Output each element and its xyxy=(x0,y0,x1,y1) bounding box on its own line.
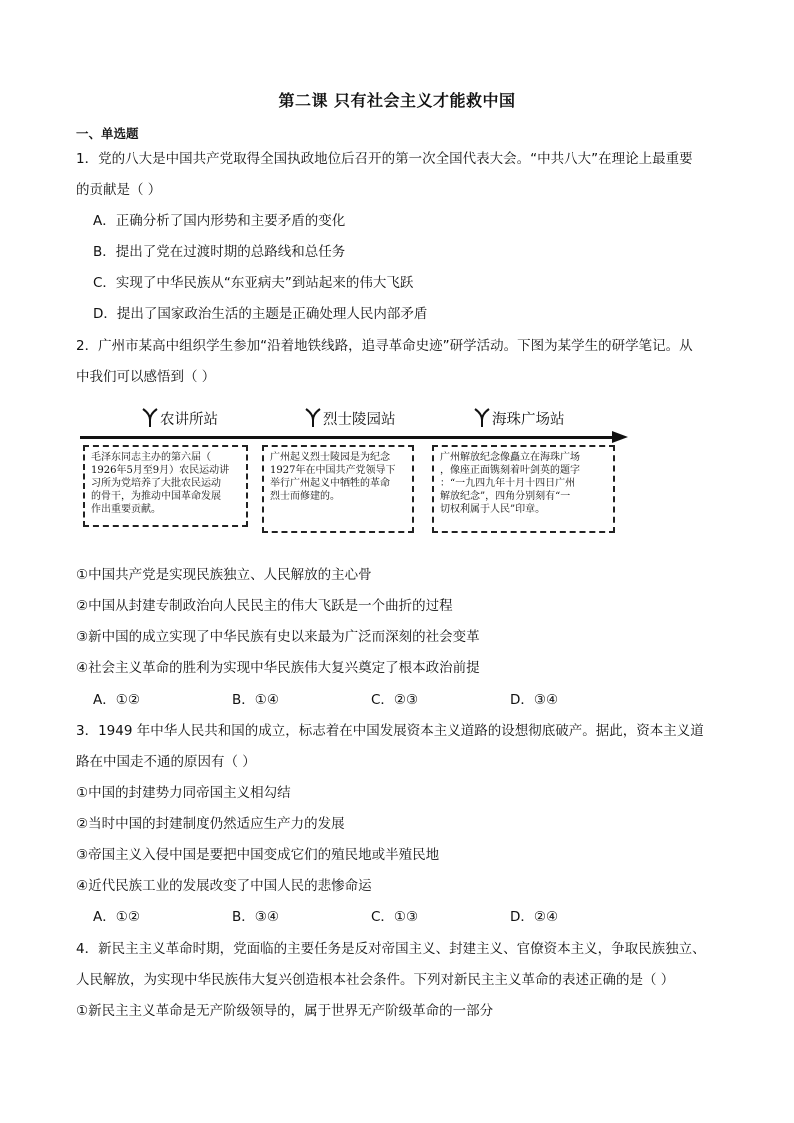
question-3-statement-1: ①中国的封建势力同帝国主义相勾结 xyxy=(76,785,291,801)
question-2-statement-1: ①中国共产党是实现民族独立、人民解放的主心骨 xyxy=(76,567,372,583)
note-line: 1926年5月至9月）农民运动讲 xyxy=(91,465,230,476)
question-1-option-a: A．正确分析了国内形势和主要矛盾的变化 xyxy=(93,213,346,229)
choice-b: B．①④ xyxy=(232,692,279,708)
note-line: 举行广州起义中牺牲的革命 xyxy=(270,478,390,489)
question-3-statement-4: ④近代民族工业的发展改变了中国人民的悲惨命运 xyxy=(76,878,372,894)
note-line: 广州起义烈士陵园是为纪念 xyxy=(270,452,390,463)
question-2-choices xyxy=(93,688,649,708)
question-1-option-b: B．提出了党在过渡时期的总路线和总任务 xyxy=(93,244,346,260)
metro-timeline-figure xyxy=(80,400,632,536)
question-1-text-line: 1．党的八大是中国共产党取得全国执政地位后召开的第一次全国代表大会。“中共八大”在理论上最重要 xyxy=(76,151,693,167)
station-label-1 xyxy=(142,408,218,429)
note-line: 作出重要贡献。 xyxy=(91,504,161,515)
station-label-3 xyxy=(474,408,565,429)
question-3-text-line: 路在中国走不通的原因有（ ） xyxy=(76,754,256,770)
station-note-3 xyxy=(432,445,615,533)
note-line: 习所为党培养了大批农民运动 xyxy=(91,478,221,489)
metro-logo-icon xyxy=(142,408,158,428)
question-3-text-line: 3．1949 年中华人民共和国的成立，标志着在中国发展资本主义道路的设想彻底破产。据此，资本主义道 xyxy=(76,723,704,739)
timeline-arrow-icon xyxy=(612,431,628,443)
page-title: 第二课 只有社会主义才能救中国 xyxy=(278,91,516,110)
question-2-statement-2: ②中国从封建专制政治向人民民主的伟大飞跃是一个曲折的过程 xyxy=(76,598,453,614)
question-4-statement-1: ①新民主主义革命是无产阶级领导的，属于世界无产阶级革命的一部分 xyxy=(76,1003,494,1019)
station-note-1 xyxy=(83,445,248,527)
question-2-statement-3: ③新中国的成立实现了中华民族有史以来最为广泛而深刻的社会变革 xyxy=(76,629,480,645)
choice-d: D．②④ xyxy=(510,909,559,925)
metro-logo-icon xyxy=(474,408,490,428)
note-line: ：“一九四九年十月十四日广州 xyxy=(440,478,576,489)
question-2-text-line: 中我们可以感悟到（ ） xyxy=(76,369,216,385)
station-label-2 xyxy=(305,408,396,429)
station-name: 烈士陵园站 xyxy=(323,412,396,428)
note-line: ，像座正面镌刻着叶剑英的题字 xyxy=(440,465,580,476)
note-line: 毛泽东同志主办的第六届（ xyxy=(91,452,211,463)
note-line: 切权利属于人民”印章。 xyxy=(440,504,546,515)
station-note-2 xyxy=(262,445,414,533)
metro-logo-icon xyxy=(305,408,321,428)
choice-a: A．①② xyxy=(93,909,140,925)
section-heading: 一、单选题 xyxy=(76,126,139,141)
question-1-option-d: D．提出了国家政治生活的主题是正确处理人民内部矛盾 xyxy=(93,306,428,322)
choice-a: A．①② xyxy=(93,692,140,708)
note-line: 的骨干，为推动中国革命发展 xyxy=(91,491,221,502)
note-line: 解放纪念”，四角分别刻有“一 xyxy=(440,491,571,502)
station-name: 海珠广场站 xyxy=(492,412,565,428)
note-line: 1927年在中国共产党领导下 xyxy=(270,465,396,476)
question-3-statement-2: ②当时中国的封建制度仍然适应生产力的发展 xyxy=(76,816,345,832)
question-1-text-line: 的贡献是（ ） xyxy=(76,182,162,198)
timeline-axis xyxy=(80,436,618,439)
question-3-choices xyxy=(93,905,649,925)
choice-b: B．③④ xyxy=(232,909,279,925)
question-2-text-line: 2．广州市某高中组织学生参加“沿着地铁线路，追寻革命史迹”研学活动。下图为某学生的研学笔记。从 xyxy=(76,338,693,354)
question-4-text-line: 4．新民主主义革命时期，党面临的主要任务是反对帝国主义、封建主义、官僚资本主义，争取民族独立、 xyxy=(76,941,706,957)
note-line: 广州解放纪念像矗立在海珠广场 xyxy=(440,452,580,463)
question-4-text-line: 人民解放，为实现中华民族伟大复兴创造根本社会条件。下列对新民主主义革命的表述正确的是（ ） xyxy=(76,972,675,988)
choice-d: D．③④ xyxy=(510,692,559,708)
choice-c: C．①③ xyxy=(371,909,419,925)
note-line: 烈士而修建的。 xyxy=(270,491,340,502)
question-3-statement-3: ③帝国主义入侵中国是要把中国变成它们的殖民地或半殖民地 xyxy=(76,847,440,863)
question-2-statement-4: ④社会主义革命的胜利为实现中华民族伟大复兴奠定了根本政治前提 xyxy=(76,660,480,676)
question-1-option-c: C．实现了中华民族从“东亚病夫”到站起来的伟大飞跃 xyxy=(93,275,414,291)
station-name: 农讲所站 xyxy=(160,412,218,428)
choice-c: C．②③ xyxy=(371,692,419,708)
